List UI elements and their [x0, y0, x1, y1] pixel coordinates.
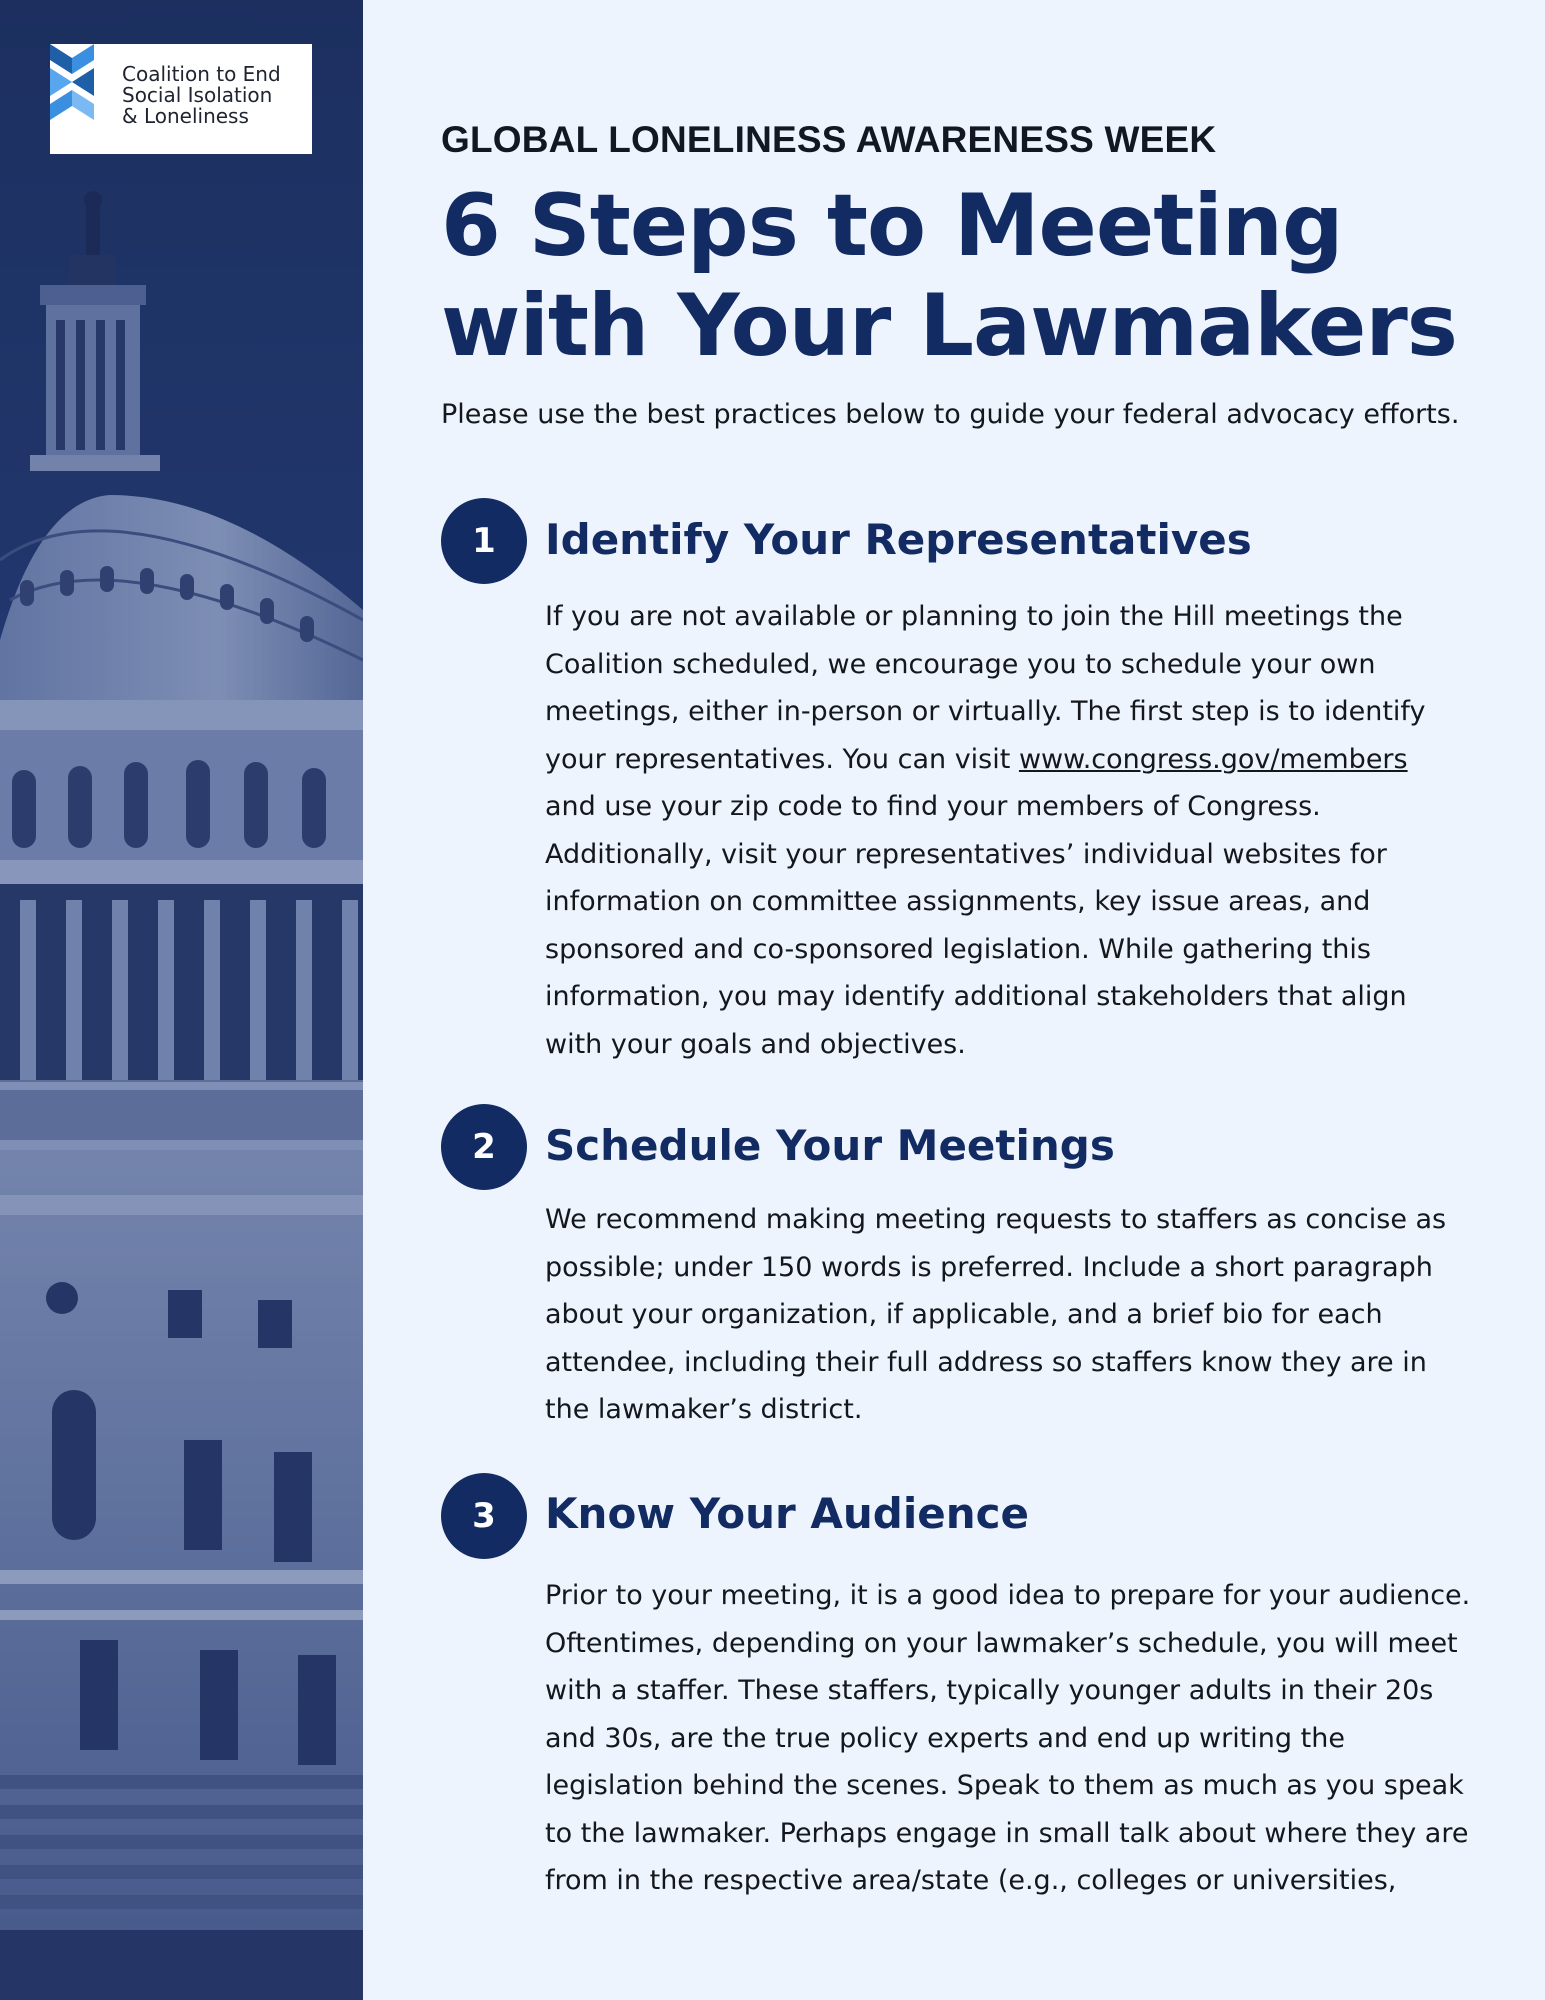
step-3-title: Know Your Audience [545, 1489, 1030, 1538]
step-1-line: sponsored and co-sponsored legislation. While gathering this [545, 933, 1371, 965]
intro-text: Please use the best practices below to guide your federal advocacy efforts. [441, 399, 1460, 430]
step-3-line: Oftentimes, depending on your lawmaker’s schedule, you will meet [545, 1627, 1458, 1659]
step-1-line-with-link [545, 736, 1505, 784]
congress-members-link[interactable]: www.congress.gov/members [1018, 743, 1408, 775]
step-2-line: possible; under 150 words is preferred. Include a short paragraph [545, 1251, 1433, 1283]
title-line-1: 6 Steps to Meeting [441, 176, 1343, 276]
step-1-number-badge: 1 [441, 498, 527, 584]
step-2-line: attendee, including their full address so staffers know they are in [545, 1346, 1427, 1378]
step-2-title: Schedule Your Meetings [545, 1121, 1115, 1170]
logo-chevrons-icon [50, 44, 94, 120]
kicker-heading: GLOBAL LONELINESS AWARENESS WEEK [441, 119, 1217, 160]
step-2-line: about your organization, if applicable, and a brief bio for each [545, 1299, 1383, 1330]
step-1-line: Coalition scheduled, we encourage you to schedule your own [545, 648, 1376, 680]
logo-text [122, 64, 281, 127]
step-1-line: information on committee assignments, key issue areas, and [545, 886, 1371, 917]
step-1-line: Additionally, visit your representatives’ individual websites for [545, 838, 1387, 870]
capitol-building-image [0, 0, 363, 2000]
step-1-line: your representatives. You can visit [545, 743, 1019, 775]
step-2-line: the lawmaker’s district. [545, 1394, 863, 1425]
logo-line-3: & Loneliness [122, 104, 249, 128]
step-3-body [545, 1572, 1505, 1905]
step-3-line: from in the respective area/state (e.g., colleges or universities, [545, 1865, 1397, 1896]
step-1-line: If you are not available or planning to join the Hill meetings the [545, 601, 1403, 632]
step-1-title: Identify Your Representatives [545, 515, 1252, 564]
capitol-photo-panel [0, 0, 363, 2000]
step-2-line: We recommend making meeting requests to staffers as concise as [545, 1204, 1447, 1235]
step-2-number-badge: 2 [441, 1104, 527, 1190]
step-1-body [545, 593, 1505, 1068]
step-3-number-badge: 3 [441, 1473, 527, 1559]
step-1-line: meetings, either in-person or virtually. The first step is to identify [545, 696, 1426, 727]
page-title [441, 176, 1457, 376]
step-1-line: and use your zip code to find your members of Congress. [545, 791, 1321, 822]
logo-line-2: Social Isolation [122, 83, 273, 107]
step-2-body [545, 1196, 1505, 1434]
step-3-line: to the lawmaker. Perhaps engage in small talk about where they are [545, 1817, 1469, 1849]
logo-line-1: Coalition to End [122, 62, 281, 86]
coalition-logo[interactable] [50, 44, 312, 154]
title-line-2: with Your Lawmakers [441, 276, 1457, 376]
step-3-line: with a staffer. These staffers, typically younger adults in their 20s [545, 1675, 1434, 1706]
step-3-line: legislation behind the scenes. Speak to them as much as you speak [545, 1770, 1464, 1801]
step-1-line: information, you may identify additional stakeholders that align [545, 981, 1407, 1012]
step-1-line: with your goals and objectives. [545, 1028, 966, 1060]
step-3-line: Prior to your meeting, it is a good idea to prepare for your audience. [545, 1580, 1471, 1611]
step-3-line: and 30s, are the true policy experts and end up writing the [545, 1722, 1345, 1754]
